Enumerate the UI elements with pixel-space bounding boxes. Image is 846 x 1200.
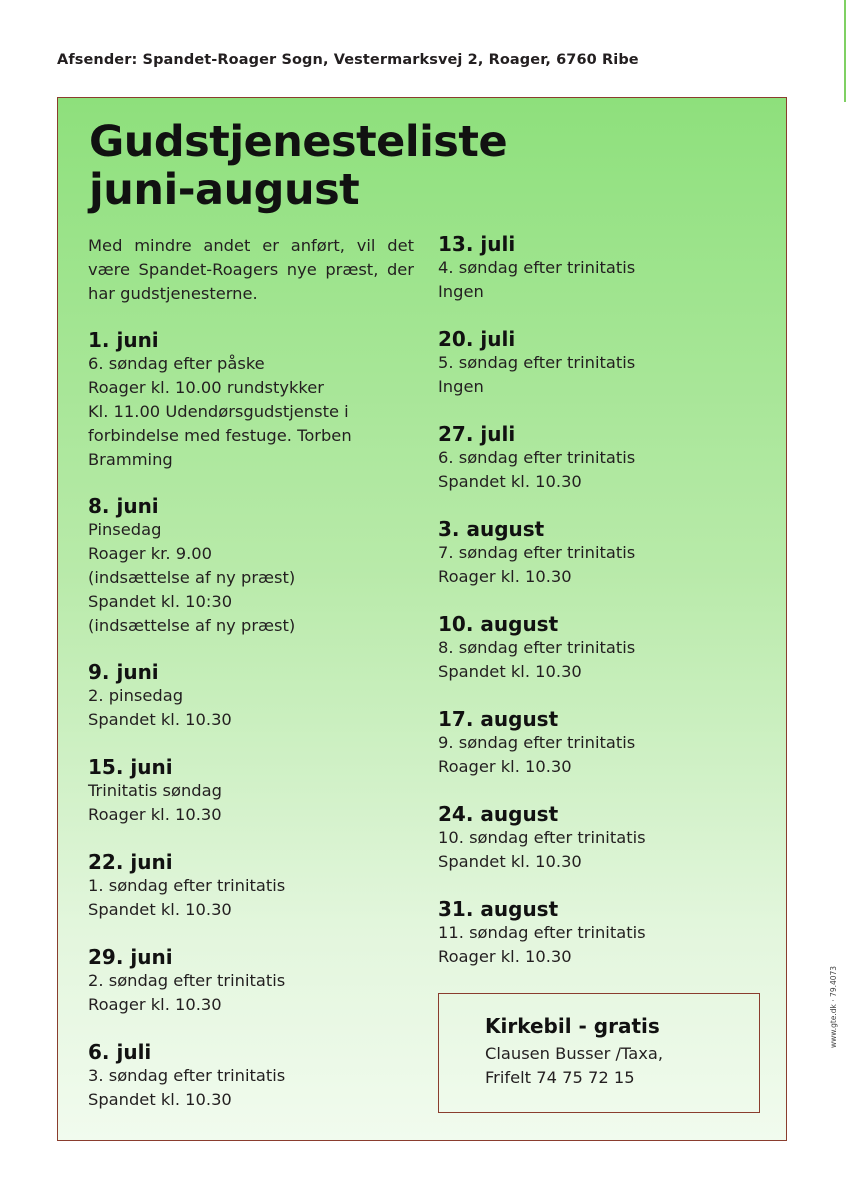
- service-line: Kl. 11.00 Udendørsgudstjenste i: [88, 402, 349, 421]
- service-line: Spandet kl. 10.30: [88, 900, 232, 919]
- service-entry: [88, 1040, 285, 1112]
- service-entry: [438, 517, 635, 589]
- service-entry: [438, 327, 635, 399]
- service-line: 1. søndag efter trinitatis: [88, 876, 286, 895]
- service-line: Spandet kl. 10.30: [88, 710, 232, 729]
- print-credit: www.gte.dk · 79.4073: [829, 965, 838, 1048]
- service-date: 3. august: [438, 517, 545, 541]
- service-entry: [88, 660, 232, 732]
- service-line: 3. søndag efter trinitatis: [88, 1066, 286, 1085]
- title-line-1: Gudstjenesteliste: [89, 117, 508, 167]
- service-line: 2. pinsedag: [88, 686, 184, 705]
- service-line: Trinitatis søndag: [88, 781, 222, 800]
- service-line: 6. søndag efter påske: [88, 354, 265, 373]
- service-line: 8. søndag efter trinitatis: [438, 638, 636, 657]
- service-line: (indsættelse af ny præst): [88, 616, 296, 635]
- service-line: Spandet kl. 10.30: [438, 472, 582, 491]
- intro-text: Med mindre andet er anført, vil det være Spandet-Roagers nye præst, der har gudstjenesterne.: [88, 236, 414, 303]
- service-date: 29. juni: [88, 945, 173, 969]
- service-date: 10. august: [438, 612, 559, 636]
- service-line: Ingen: [438, 377, 484, 396]
- service-line: 2. søndag efter trinitatis: [88, 971, 286, 990]
- service-date: 20. juli: [438, 327, 516, 351]
- service-entry: [88, 755, 222, 827]
- service-date: 6. juli: [88, 1040, 152, 1064]
- service-line: Roager kl. 10.30: [438, 947, 572, 966]
- service-entry: [438, 707, 635, 779]
- service-line: Roager kl. 10.30: [88, 995, 222, 1014]
- service-entry: [438, 232, 635, 304]
- service-line: 7. søndag efter trinitatis: [438, 543, 636, 562]
- title-line-2: juni-august: [89, 165, 360, 215]
- service-line: forbindelse med festuge. Torben: [88, 426, 352, 445]
- service-line: Roager kr. 9.00: [88, 544, 212, 563]
- service-line: (indsættelse af ny præst): [88, 568, 296, 587]
- sender-address: Afsender: Spandet-Roager Sogn, Vestermarksvej 2, Roager, 6760 Ribe: [57, 52, 639, 68]
- page-title: [89, 118, 507, 214]
- service-line: 4. søndag efter trinitatis: [438, 258, 636, 277]
- service-date: 31. august: [438, 897, 559, 921]
- service-line: Ingen: [438, 282, 484, 301]
- service-line: 11. søndag efter trinitatis: [438, 923, 646, 942]
- service-date: 17. august: [438, 707, 559, 731]
- service-date: 15. juni: [88, 755, 173, 779]
- church-bus-title: Kirkebil - gratis: [485, 1014, 660, 1038]
- service-line: Roager kl. 10.30: [88, 805, 222, 824]
- service-entry: [88, 850, 285, 922]
- service-line: 5. søndag efter trinitatis: [438, 353, 636, 372]
- service-line: 9. søndag efter trinitatis: [438, 733, 636, 752]
- schedule-panel: [57, 97, 787, 1141]
- service-line: Pinsedag: [88, 520, 162, 539]
- service-date: 1. juni: [88, 328, 159, 352]
- service-line: Spandet kl. 10.30: [88, 1090, 232, 1109]
- service-entry: [88, 328, 352, 472]
- service-entry: [88, 494, 295, 638]
- service-date: 24. august: [438, 802, 559, 826]
- service-line: 6. søndag efter trinitatis: [438, 448, 636, 467]
- service-entry: [438, 422, 635, 494]
- service-date: 9. juni: [88, 660, 159, 684]
- service-line: Roager kl. 10.30: [438, 757, 572, 776]
- church-bus-phone: Frifelt 74 75 72 15: [485, 1068, 635, 1087]
- service-entry: [438, 897, 646, 969]
- service-entry: [438, 802, 646, 874]
- service-date: 13. juli: [438, 232, 516, 256]
- service-line: Bramming: [88, 450, 173, 469]
- service-date: 22. juni: [88, 850, 173, 874]
- service-line: Spandet kl. 10:30: [88, 592, 233, 611]
- service-line: Spandet kl. 10.30: [438, 662, 582, 681]
- service-entry: [438, 612, 635, 684]
- service-entry: [88, 945, 285, 1017]
- church-bus-box: [438, 993, 760, 1113]
- service-date: 8. juni: [88, 494, 159, 518]
- church-bus-company: Clausen Busser /Taxa,: [485, 1044, 664, 1063]
- service-date: 27. juli: [438, 422, 516, 446]
- service-line: 10. søndag efter trinitatis: [438, 828, 646, 847]
- service-line: Roager kl. 10.30: [438, 567, 572, 586]
- service-line: Spandet kl. 10.30: [438, 852, 582, 871]
- service-line: Roager kl. 10.00 rundstykker: [88, 378, 324, 397]
